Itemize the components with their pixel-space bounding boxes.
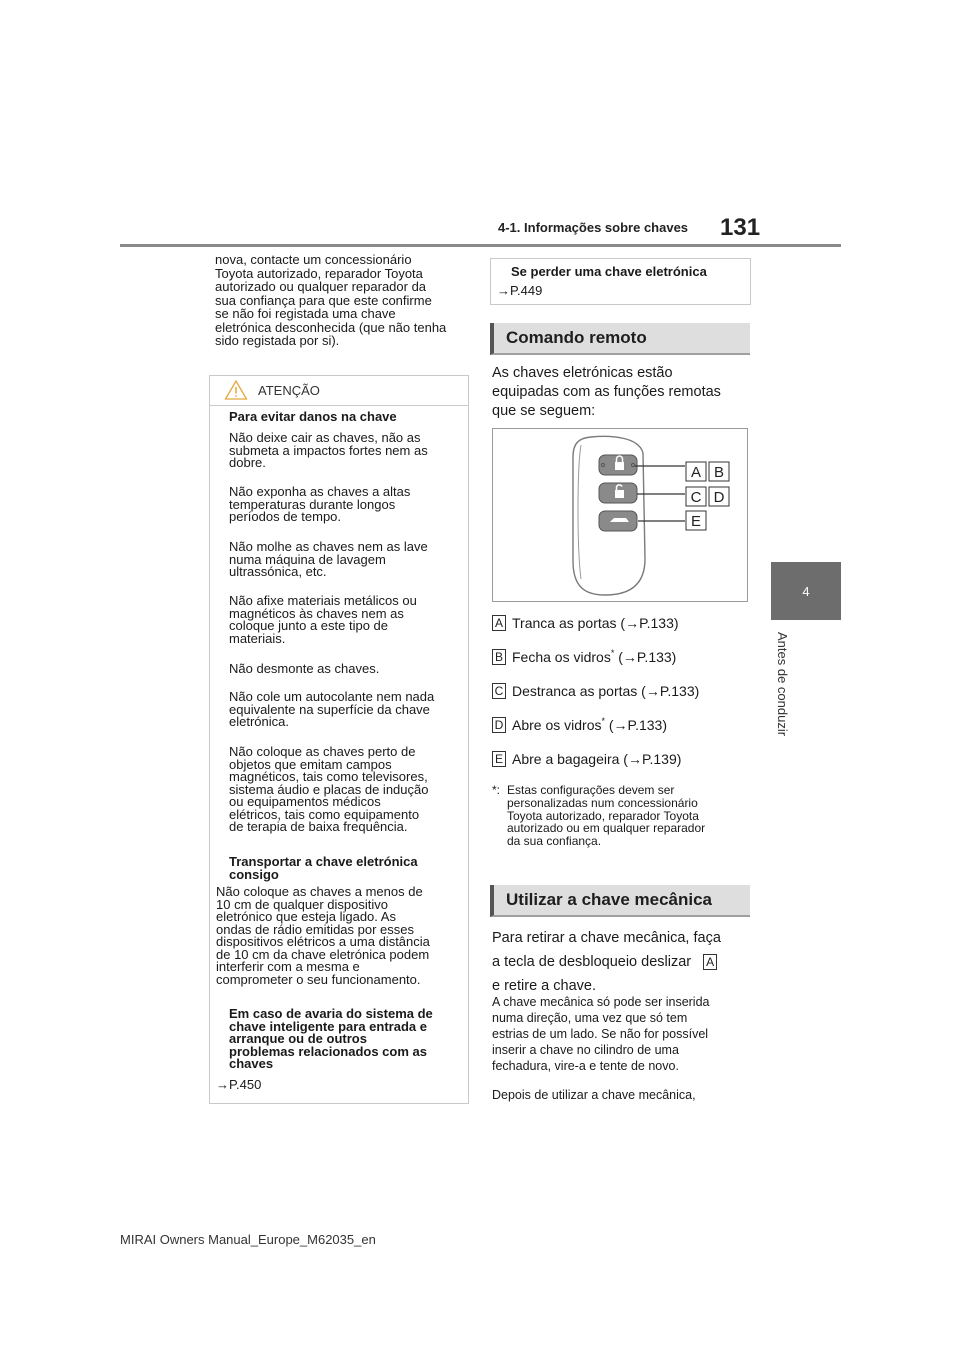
text-line: submeta a impactos fortes nem as: [229, 442, 428, 458]
list-item: [492, 613, 679, 633]
text-line: chaves: [229, 1056, 274, 1071]
footnote-marker: *:: [492, 783, 501, 797]
remote-intro: [492, 364, 752, 421]
text-line: eletrónica desconhecida (que não tenha: [215, 319, 447, 335]
inline-tag: A: [703, 954, 717, 970]
chapter-tab: [771, 562, 841, 620]
text-line: ou equipamentos médicos: [229, 794, 381, 809]
text-line: ondas de rádio emitidas por esses: [216, 921, 415, 937]
caution-paragraph: [216, 886, 430, 986]
mechanical-key-last-line: Depois de utilizar a chave mecânica,: [492, 1088, 696, 1102]
text-line: Não coloque as chaves a menos de: [216, 884, 423, 899]
item-tag: A: [492, 615, 506, 631]
caution-title: ATENÇÃO: [258, 383, 320, 398]
callout-label: [709, 487, 729, 506]
svg-text:A: A: [690, 464, 702, 481]
footer: MIRAI Owners Manual_Europe_M62035_en: [120, 1232, 376, 1247]
text-line: eletrónico que esteja ligado. As: [216, 909, 396, 924]
text-line: estrias de um lado. Se não for possível: [492, 1027, 709, 1041]
caution-paragraph: [229, 432, 428, 470]
warning-triangle-icon: [224, 379, 248, 401]
svg-text:E: E: [690, 513, 702, 530]
caution-heading: [229, 856, 418, 881]
text-line: sua confiança para que este confirme: [215, 292, 432, 308]
text-line: equipadas com as funções remotas: [492, 384, 721, 400]
text-line: Não coloque as chaves perto de: [229, 744, 416, 759]
item-text: Abre a bagageira (→P.139): [512, 751, 682, 767]
text-line: interferir com a mesma e: [216, 959, 360, 974]
text-line: a tecla de desbloqueio deslizar A: [492, 950, 754, 974]
item-text: Tranca as portas (→P.133): [512, 615, 679, 631]
caution-paragraph: [229, 691, 434, 729]
text-line: sistema áudio e placas de indução: [229, 781, 429, 797]
page-reference[interactable]: →P.450: [216, 1077, 262, 1092]
svg-text:C: C: [690, 489, 702, 506]
callout-label: [686, 462, 706, 481]
text-line: problemas relacionados com as: [229, 1043, 427, 1059]
text-line: temperaturas durante longos: [229, 496, 396, 512]
text-line: numa máquina de lavagem: [229, 551, 386, 567]
caution-paragraph: [229, 663, 379, 676]
caution-paragraph: [229, 486, 410, 524]
text-line: Transportar a chave eletrónica: [229, 854, 418, 869]
text-line: Não molhe as chaves nem as lave: [229, 539, 428, 554]
footnote-star: *: [610, 648, 615, 658]
text-line: objetos que emitam campos: [229, 756, 392, 772]
caution-header: [210, 376, 468, 406]
page-reference[interactable]: →P.449: [497, 283, 543, 298]
text-line: magnéticos às chaves nem as: [229, 605, 404, 621]
text-line: consigo: [229, 866, 279, 882]
section-title-remote: Comando remoto: [490, 323, 750, 355]
text-line: que se seguem:: [492, 403, 596, 419]
item-ref: (→P.133): [605, 717, 667, 733]
text-line: eletrónica.: [229, 714, 289, 729]
text-line: e retire a chave.: [492, 978, 596, 994]
list-item: [492, 647, 676, 667]
section-title-mechanical-key: Utilizar a chave mecânica: [490, 885, 750, 917]
text-line: Não desmonte as chaves.: [229, 661, 380, 676]
item-tag: B: [492, 649, 506, 665]
section-header: 4-1. Informações sobre chaves: [498, 220, 689, 235]
text-line: Não exponha as chaves a altas: [229, 484, 411, 499]
text-line: nova, contacte um concessionário: [215, 252, 412, 267]
item-ref: (→P.133): [614, 649, 677, 665]
item-tag: E: [492, 751, 506, 767]
text-line: se não foi registada uma chave: [215, 306, 396, 321]
text-line: períodos de tempo.: [229, 509, 342, 524]
text-line: Toyota autorizado, reparador Toyota: [507, 808, 699, 823]
text-line: numa direção, uma vez que só tem: [492, 1011, 688, 1025]
intro-paragraph: [215, 253, 470, 348]
text-line: Em caso de avaria do sistema de: [229, 1006, 433, 1021]
text-line: dispositivos elétricos a uma distância: [216, 934, 430, 949]
text-line: personalizadas num concessionário: [507, 795, 698, 810]
chapter-number: 4: [802, 583, 810, 599]
lost-key-box: [490, 258, 751, 305]
text-line: chave inteligente para entrada e: [229, 1018, 427, 1034]
text-line: Toyota autorizado, reparador Toyota: [215, 265, 423, 281]
caution-heading: [229, 1008, 433, 1071]
text-line: fechadura, vire-a e tente de novo.: [492, 1059, 679, 1073]
text-line: de terapia de baixa frequência.: [229, 819, 408, 834]
text-line: inserir a chave no cilindro de uma: [492, 1043, 679, 1057]
chapter-label-text: Antes de conduzir: [775, 632, 790, 737]
text-line: autorizado ou qualquer reparador da: [215, 279, 427, 294]
item-tag: D: [492, 717, 506, 733]
footnote-star: *: [601, 716, 605, 726]
mechanical-key-paragraph: [492, 926, 754, 998]
item-tag: C: [492, 683, 506, 699]
text-line: Não deixe cair as chaves, não as: [229, 430, 421, 445]
item-text: Abre os vidros: [512, 717, 602, 733]
page-number: 131: [720, 214, 761, 241]
callout-label: [686, 511, 706, 530]
list-item: [492, 715, 667, 735]
text-line: equivalente na superfície da chave: [229, 701, 430, 717]
caution-paragraph: [229, 595, 417, 645]
text-line: Não cole um autocolante nem nada: [229, 689, 435, 704]
caution-heading: Para evitar danos na chave: [229, 409, 397, 424]
item-text: Fecha os vidros: [512, 649, 611, 665]
svg-text:B: B: [713, 464, 725, 481]
svg-text:D: D: [713, 489, 725, 506]
text-line: sido registada por si).: [215, 333, 340, 348]
text-line: Não afixe materiais metálicos ou: [229, 593, 417, 608]
text-line: magnéticos, tais como televisores,: [229, 769, 428, 784]
list-item: [492, 681, 699, 701]
footnote-text: [507, 784, 749, 848]
lost-key-title: Se perder uma chave eletrónica: [511, 264, 707, 279]
text-line: comprometer o seu funcionamento.: [216, 971, 421, 987]
text-line: 10 cm de qualquer dispositivo: [216, 896, 388, 912]
text-line: A chave mecânica só pode ser inserida: [492, 995, 710, 1009]
text-line: coloque junto a este tipo de: [229, 618, 389, 633]
key-fob-illustration: [493, 429, 747, 601]
text-line: autorizado ou em qualquer reparador: [507, 821, 706, 836]
chapter-label: [775, 632, 808, 762]
text-line: Estas configurações devem ser: [507, 783, 675, 797]
text-line: da sua confiança.: [507, 834, 602, 849]
list-item: [492, 749, 681, 769]
text-line: As chaves eletrónicas estão: [492, 365, 673, 381]
caution-paragraph: [229, 541, 428, 579]
callout-label: [686, 487, 706, 506]
text-line: elétricos, tais como equipamento: [229, 806, 420, 822]
item-text: Destranca as portas (→P.133): [512, 683, 700, 699]
text-line: arranque ou de outros: [229, 1031, 367, 1046]
text-line: ultrassónica, etc.: [229, 564, 327, 579]
text-line: dobre.: [229, 455, 266, 470]
text-line: materiais.: [229, 630, 286, 646]
text-line: Para retirar a chave mecânica, faça: [492, 930, 721, 946]
header-rule: [120, 244, 841, 247]
callout-label: [709, 462, 729, 481]
text-line: de 10 cm da chave eletrónica podem: [216, 946, 430, 962]
key-fob-figure: [492, 428, 748, 602]
caution-paragraph: [229, 746, 428, 834]
mechanical-key-note: [492, 994, 754, 1074]
caution-box: [209, 375, 469, 1104]
